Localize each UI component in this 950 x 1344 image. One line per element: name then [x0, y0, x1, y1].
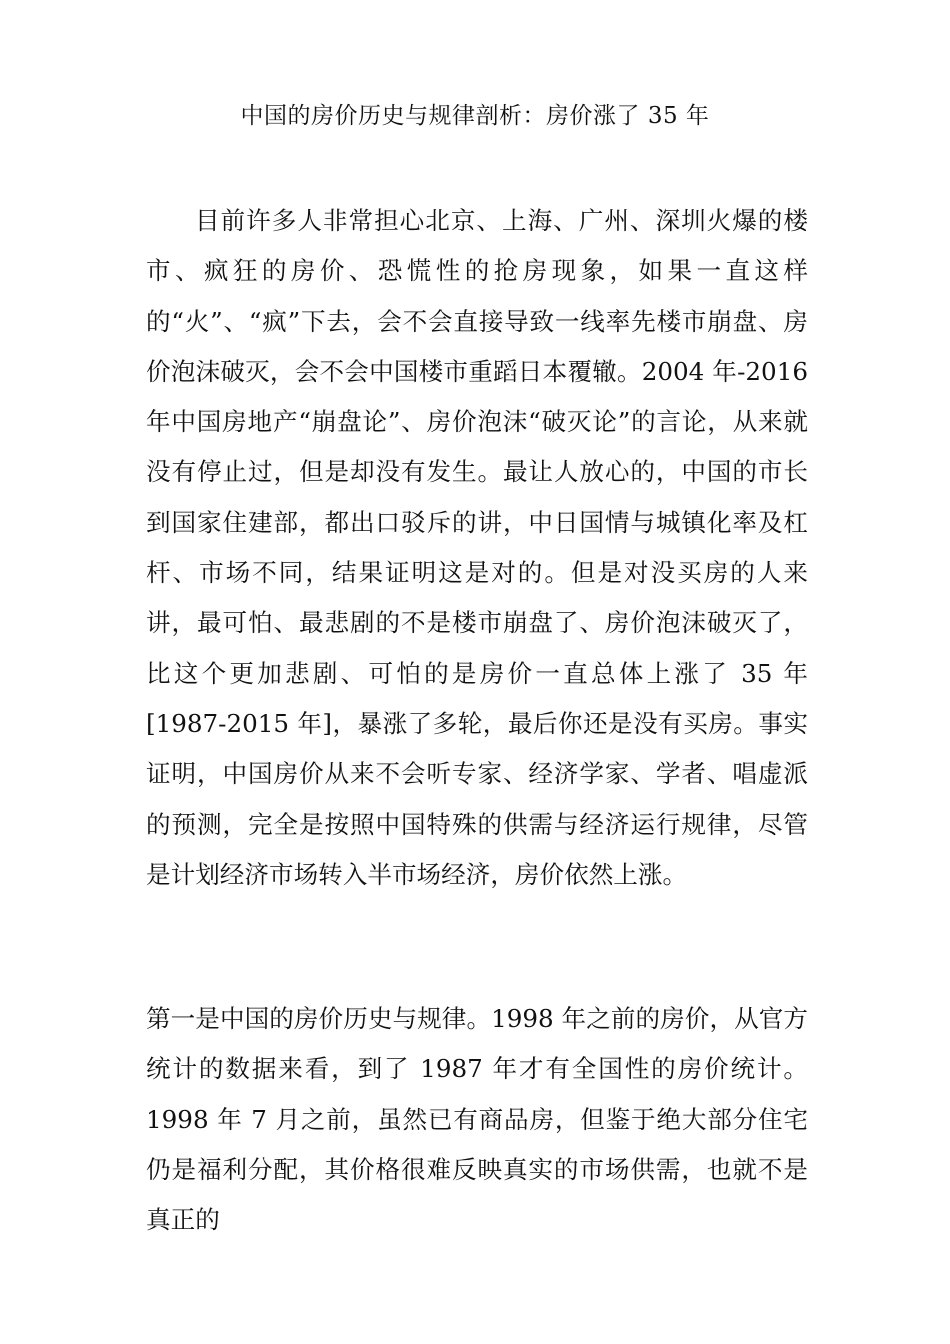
document-title: 中国的房价历史与规律剖析：房价涨了 35 年 — [240, 103, 710, 129]
paragraph-2: 第一是中国的房价历史与规律。1998 年之前的房价，从官方统计的数据来看，到了 1987 年才有全国性的房价统计。1998 年 7 月之前，虽然已有商品房，但鉴于绝大部分住宅仍是福利分配，其价格很难反映真实的市场供需，也就不是真正的 — [146, 1004, 808, 1235]
paragraph-1: 目前许多人非常担心北京、上海、广州、深圳火爆的楼市、疯狂的房价、恐慌性的抢房现象，如果一直这样的“火”、“疯”下去，会不会直接导致一线率先楼市崩盘、房价泡沫破灭，会不会中国楼市重蹈日本覆辙。2004 年-2016 年中国房地产“崩盘论”、房价泡沫“破灭论”的言论，从来就没有停止过，但是却没有发生。最让人放心的，中国的市长到国家住建部，都出口驳斥的讲，中日国情与城镇化率及杠杆、市场不同，结果证明这是对的。但是对没买房的人来讲，最可怕、最悲剧的不是楼市崩盘了、房价泡沫破灭了，比这个更加悲剧、可怕的是房价一直总体上涨了 35 年[1987-2015 年]，暴涨了多轮，最后你还是没有买房。事实证明，中国房价从来不会听专家、经济学家、学者、唱虚派的预测，完全是按照中国特殊的供需与经济运行规律，尽管是计划经济市场转入半市场经济，房价依然上涨。 — [146, 206, 808, 889]
